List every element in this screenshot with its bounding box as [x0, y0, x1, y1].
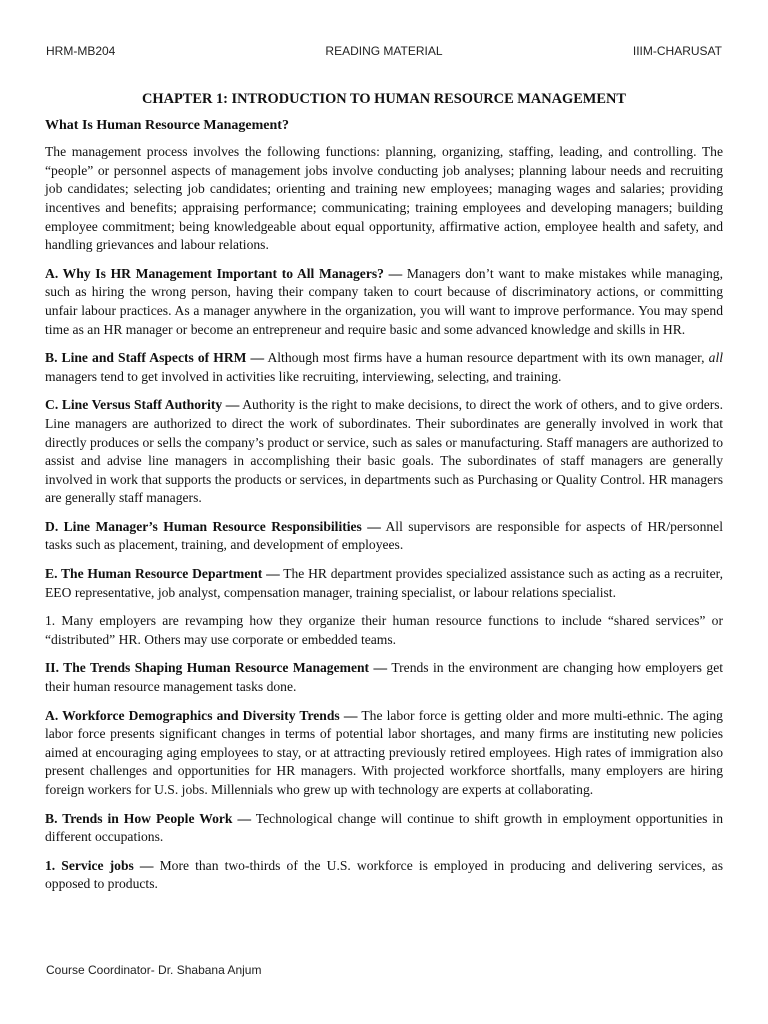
paragraph-b-heading: B. Line and Staff Aspects of HRM — — [45, 350, 265, 366]
paragraph-c-heading: C. Line Versus Staff Authority — — [45, 397, 240, 413]
paragraph-iia-text: The labor force is getting older and more multi-ethnic. The aging labor force presents significant changes in terms of potential labor shortages, and many firms are instituting new policies aimed at encouraging aging employees to stay, or at attracting previously retired employees. High rates of immigration also present challenges and opportunities for HR managers. With projected workforce shortfalls, many employers are hiring foreign workers for U.S. jobs. Millennials who grew up with technology are experts at collaborating. — [45, 707, 723, 797]
paragraph-a-heading: A. Why Is HR Management Important to All Managers? — — [45, 265, 403, 281]
paragraph-a-text: Managers don’t want to make mistakes while managing, such as hiring the wrong person, having their company taken to court because of discriminatory actions, or committing unfair labour practices. As a manager anywhere in the organization, you will want to improve performance. You may spend time as an HR manager or become an entrepreneur and require basic and some advanced knowledge and skills in HR. — [45, 265, 723, 337]
section-heading: What Is Human Resource Management? — [45, 117, 289, 133]
paragraph-iib-heading: B. Trends in How People Work — — [45, 810, 252, 826]
paragraph-ii — [45, 659, 723, 696]
paragraph-e-text: The HR department provides specialized assistance such as acting as a recruiter, EEO representative, job analyst, compensation manager, training specialist, or labour relations specialist. — [45, 566, 723, 600]
paragraph-ii-text: Trends in the environment are changing how employers get their human resource management tasks done. — [45, 660, 724, 695]
paragraph-d-heading: D. Line Manager’s Human Resource Responsibilities — — [45, 518, 381, 534]
header-institute: IIIM-CHARUSAT — [632, 44, 722, 58]
paragraph-b-emphasis: all — [708, 350, 723, 366]
paragraph-iib1 — [45, 857, 723, 894]
paragraph-d-text: All supervisors are responsible for aspects of HR/personnel tasks such as placement, training, and development of employees. — [45, 518, 723, 553]
paragraph-iia-heading: A. Workforce Demographics and Diversity Trends — — [45, 707, 358, 723]
paragraph-e-heading: E. The Human Resource Department — — [45, 566, 280, 582]
paragraph-ii-heading: II. The Trends Shaping Human Resource Management — — [45, 660, 388, 676]
paragraph-intro: The management process involves the following functions: planning, organizing, staffing, leading, and controlling. The “people” or personnel aspects of management jobs involve conducting job analyses; planning labour needs and recruiting job candidates; selecting job candidates; orienting and training new employees; managing wages and salaries; providing incentives and benefits; appraising performance; communicating; training employees and developing managers; building employee commitment; being knowledgeable about equal opportunity, affirmative action, employee health and safety, and handling grievances and labour relations. — [45, 144, 723, 253]
header-course-code: HRM-MB204 — [46, 44, 116, 58]
document-body — [45, 90, 723, 904]
paragraph-e — [45, 565, 723, 602]
paragraph-iib-text: Technological change will continue to shift growth in employment opportunities in different occupations. — [45, 810, 723, 845]
footer-coordinator: Course Coordinator- Dr. Shabana Anjum — [46, 963, 262, 977]
paragraph-c-text: Authority is the right to make decisions, to direct the work of others, and to give orders. Line managers are authorized to direct the work of subordinates. Their subordinates are generally involved in work that directly produces or sells the company’s product or service, such as sales or manufacturing. Staff managers are authorized to assist and advise line managers in accomplishing their basic goals. The subordinates of staff managers are generally involved in work that supports the products or services, in departments such as Purchasing or Quality Control. HR managers are generally staff managers. — [45, 397, 723, 506]
paragraph-e1: 1. Many employers are revamping how they organize their human resource functions to include “shared services” or “distributed” HR. Others may use corporate or embedded teams. — [45, 613, 723, 647]
paragraph-b — [45, 349, 723, 386]
paragraph-iia — [45, 707, 723, 800]
paragraph-iib — [45, 810, 723, 847]
paragraph-a — [45, 265, 723, 339]
paragraph-b-text-2: managers tend to get involved in activities like recruiting, interviewing, selecting, and training. — [45, 368, 562, 384]
paragraph-b-text-1: Although most firms have a human resource department with its own manager, — [264, 350, 709, 366]
paragraph-iib1-text: More than two-thirds of the U.S. workforce is employed in producing and delivering services, as opposed to products. — [45, 857, 723, 892]
paragraph-d — [45, 518, 723, 555]
paragraph-c — [45, 396, 723, 508]
header-material-type: READING MATERIAL — [325, 44, 443, 58]
chapter-title: CHAPTER 1: INTRODUCTION TO HUMAN RESOURCE MANAGEMENT — [142, 91, 626, 107]
paragraph-iib1-heading: 1. Service jobs — — [45, 857, 154, 873]
